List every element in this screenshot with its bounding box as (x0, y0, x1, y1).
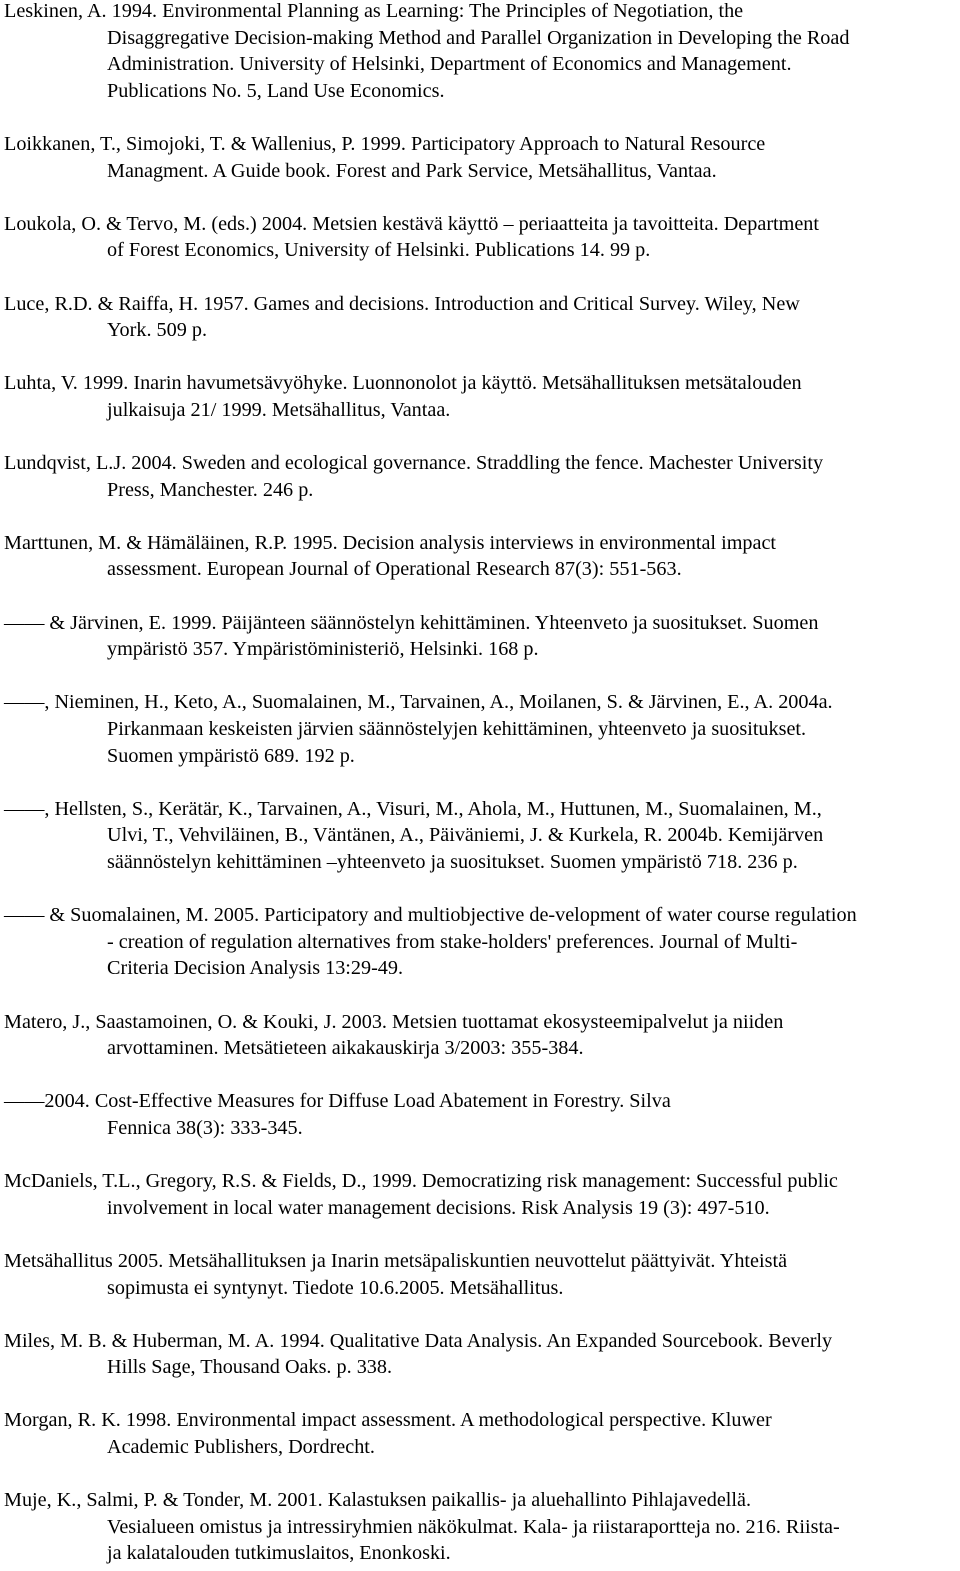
reference-entry (4, 530, 956, 583)
reference-continuation-line: Administration. University of Helsinki, Department of Economics and Management. (107, 53, 792, 76)
reference-first-line: ——, Hellsten, S., Kerätär, K., Tarvainen, A., Visuri, M., Ahola, M., Huttunen, M., Suomalainen, M., (4, 797, 822, 820)
reference-continuation-line: Disaggregative Decision-making Method and Parallel Organization in Developing the Road (107, 26, 850, 49)
reference-entry (4, 1487, 956, 1567)
reference-continuation-line: involvement in local water management decisions. Risk Analysis 19 (3): 497-510. (107, 1196, 770, 1219)
reference-continuation-line: of Forest Economics, University of Helsinki. Publications 14. 99 p. (107, 239, 651, 262)
reference-first-line: Metsähallitus 2005. Metsähallituksen ja Inarin metsäpaliskuntien neuvottelut päättyivät. Yhteistä (4, 1249, 788, 1272)
reference-entry (4, 370, 956, 423)
reference-first-line: ——2004. Cost-Effective Measures for Diffuse Load Abatement in Forestry. Silva (4, 1090, 671, 1113)
reference-first-line: Lundqvist, L.J. 2004. Sweden and ecological governance. Straddling the fence. Machester University (4, 452, 824, 475)
reference-entry (4, 211, 956, 264)
reference-continuation-line: Academic Publishers, Dordrecht. (107, 1436, 375, 1459)
reference-first-line: —— & Järvinen, E. 1999. Päijänteen säännöstelyn kehittäminen. Yhteenveto ja suositukset. Suomen (4, 611, 819, 634)
reference-entry (4, 291, 956, 344)
reference-entry (4, 1168, 956, 1221)
reference-entry (4, 450, 956, 503)
reference-continuation-line: Press, Manchester. 246 p. (107, 478, 314, 501)
reference-first-line: Luhta, V. 1999. Inarin havumetsävyöhyke. Luonnonolot ja käyttö. Metsähallituksen metsätalouden (4, 372, 802, 395)
reference-continuation-line: ja kalatalouden tutkimuslaitos, Enonkoski. (107, 1542, 451, 1565)
reference-first-line: Loikkanen, T., Simojoki, T. & Wallenius, P. 1999. Participatory Approach to Natural Resource (4, 132, 766, 155)
reference-continuation-line: julkaisuja 21/ 1999. Metsähallitus, Vantaa. (107, 398, 451, 421)
reference-continuation-line: assessment. European Journal of Operational Research 87(3): 551-563. (107, 558, 682, 581)
reference-continuation-line: Managment. A Guide book. Forest and Park Service, Metsähallitus, Vantaa. (107, 159, 717, 182)
reference-continuation-line: - creation of regulation alternatives from stake-holders' preferences. Journal of Multi- (107, 930, 798, 953)
reference-entry (4, 131, 956, 184)
reference-first-line: Leskinen, A. 1994. Environmental Planning as Learning: The Principles of Negotiation, the (4, 0, 744, 22)
reference-entry (4, 1248, 956, 1301)
reference-continuation-line: Vesialueen omistus ja intressiryhmien näkökulmat. Kala- ja riistaraportteja no. 216. Riista- (107, 1515, 840, 1538)
reference-entry (4, 689, 956, 769)
reference-entry (4, 902, 956, 982)
reference-continuation-line: ympäristö 357. Ympäristöministeriö, Helsinki. 168 p. (107, 638, 539, 661)
reference-entry (4, 0, 956, 104)
reference-entry (4, 1088, 956, 1141)
reference-continuation-line: Fennica 38(3): 333-345. (107, 1116, 303, 1139)
reference-entry (4, 1009, 956, 1062)
reference-first-line: Loukola, O. & Tervo, M. (eds.) 2004. Metsien kestävä käyttö – periaatteita ja tavoitteita. Department (4, 212, 820, 235)
reference-continuation-line: Criteria Decision Analysis 13:29-49. (107, 957, 404, 980)
reference-continuation-line: Suomen ympäristö 689. 192 p. (107, 744, 355, 767)
reference-entry (4, 1407, 956, 1460)
reference-first-line: Miles, M. B. & Huberman, M. A. 1994. Qualitative Data Analysis. An Expanded Sourcebook. Beverly (4, 1329, 833, 1352)
reference-first-line: ——, Nieminen, H., Keto, A., Suomalainen, M., Tarvainen, A., Moilanen, S. & Järvinen, E., A. 2004a. (4, 691, 833, 714)
reference-first-line: Marttunen, M. & Hämäläinen, R.P. 1995. Decision analysis interviews in environmental impact (4, 531, 777, 554)
reference-continuation-line: Pirkanmaan keskeisten järvien säännöstelyjen kehittäminen, yhteenveto ja suositukset. (107, 718, 807, 741)
reference-first-line: Morgan, R. K. 1998. Environmental impact assessment. A methodological perspective. Kluwer (4, 1409, 772, 1432)
reference-first-line: Luce, R.D. & Raiffa, H. 1957. Games and decisions. Introduction and Critical Survey. Wiley, New (4, 292, 800, 315)
reference-continuation-line: Hills Sage, Thousand Oaks. p. 338. (107, 1356, 393, 1379)
reference-entry (4, 796, 956, 876)
reference-continuation-line: York. 509 p. (107, 319, 208, 342)
reference-first-line: Muje, K., Salmi, P. & Tonder, M. 2001. Kalastuksen paikallis- ja aluehallinto Pihlajavedellä. (4, 1489, 752, 1512)
reference-continuation-line: säännöstelyn kehittäminen –yhteenveto ja suositukset. Suomen ympäristö 718. 236 p. (107, 851, 798, 873)
reference-continuation-line: Ulvi, T., Vehviläinen, B., Väntänen, A., Päiväniemi, J. & Kurkela, R. 2004b. Kemijärven (107, 824, 824, 847)
reference-entry (4, 610, 956, 663)
reference-first-line: —— & Suomalainen, M. 2005. Participatory and multiobjective de-velopment of water course regulation (4, 904, 857, 927)
reference-first-line: McDaniels, T.L., Gregory, R.S. & Fields, D., 1999. Democratizing risk management: Successful public (4, 1170, 838, 1193)
reference-continuation-line: arvottaminen. Metsätieteen aikakauskirja 3/2003: 355-384. (107, 1037, 584, 1060)
reference-continuation-line: Publications No. 5, Land Use Economics. (107, 79, 445, 102)
reference-list (4, 0, 956, 1567)
reference-continuation-line: sopimusta ei syntynyt. Tiedote 10.6.2005. Metsähallitus. (107, 1276, 564, 1299)
reference-entry (4, 1328, 956, 1381)
reference-first-line: Matero, J., Saastamoinen, O. & Kouki, J. 2003. Metsien tuottamat ekosysteemipalvelut ja niiden (4, 1010, 784, 1033)
